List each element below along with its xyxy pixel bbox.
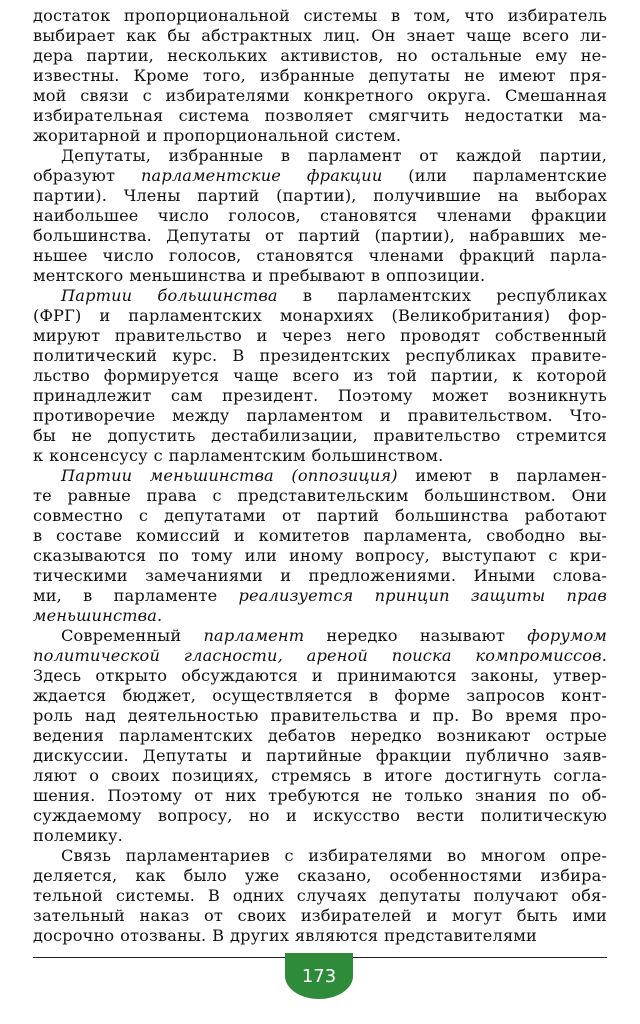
text-line <box>33 646 607 666</box>
text-run: тельной системы. В одних случаях депутаты получают обя- <box>33 886 607 905</box>
text-run: тическими замечаниями и предложениями. Иными слова- <box>33 566 607 585</box>
text-line <box>33 866 607 886</box>
text-line <box>33 546 607 566</box>
text-run: известны. Кроме того, избранные депутаты не имеют пря- <box>33 66 607 85</box>
text-run: противоречие между парламентом и правительством. Что- <box>33 406 607 425</box>
text-run: те равные права с представительским большинством. Они <box>33 486 607 505</box>
text-run: достаток пропорциональной системы в том, что избиратель <box>33 6 607 25</box>
text-line <box>33 106 607 126</box>
text-run: роль над деятельностью правительства и пр. Во время про- <box>33 706 607 725</box>
italic-term: политической гласности, ареной поиска компромиссов. <box>33 646 607 665</box>
text-line <box>33 286 607 306</box>
text-run: принадлежит сам президент. Поэтому может возникнуть <box>33 386 607 405</box>
text-line <box>33 506 607 526</box>
text-line <box>33 786 607 806</box>
page-number: 173 <box>301 965 337 987</box>
text-line <box>33 566 607 586</box>
text-line <box>33 746 607 766</box>
text-run: ньшее число голосов, становятся членами фракций парла- <box>33 246 607 265</box>
text-run: полемику. <box>33 826 123 845</box>
italic-term: реализуется принцип защиты прав <box>238 586 608 605</box>
text-run: мируют правительство и через него проводят собственный <box>33 326 607 345</box>
text-line <box>33 926 607 946</box>
text-line <box>33 226 607 246</box>
text-line <box>33 406 607 426</box>
text-line <box>33 166 607 186</box>
text-run: Здесь открыто обсуждаются и принимаются законы, утвер- <box>33 666 607 685</box>
text-run: образуют <box>33 166 141 185</box>
text-line <box>33 246 607 266</box>
text-run: большинства. Депутаты от партий (партии), набравших ме- <box>33 226 607 245</box>
text-line <box>33 86 607 106</box>
text-run: досрочно отозваны. В других являются представителями <box>33 926 537 945</box>
text-run: партии). Члены партий (партии), получившие на выборах <box>33 186 607 205</box>
text-run: избирательная система позволяет смягчить недостатки ма- <box>33 106 607 125</box>
text-line <box>33 6 607 26</box>
text-line <box>33 326 607 346</box>
text-run: (или парламентские <box>382 166 607 185</box>
text-line <box>33 306 607 326</box>
text-line <box>33 46 607 66</box>
text-run: ми, в парламенте <box>33 586 239 605</box>
text-run: жоритарной и пропорциональной систем. <box>33 126 402 145</box>
text-run: ведения парламентских дебатов нередко возникают острые <box>33 726 607 745</box>
text-line <box>33 606 607 626</box>
text-line <box>33 146 607 166</box>
page-number-badge <box>285 953 353 999</box>
text-line <box>33 686 607 706</box>
text-line <box>33 206 607 226</box>
text-line <box>33 366 607 386</box>
text-line <box>33 826 607 846</box>
text-run: имеют в парламен- <box>397 466 607 485</box>
text-run: зательный наказ от своих избирателей и могут быть ими <box>33 906 607 925</box>
text-run: льство формируется чаще всего из той партии, к которой <box>33 366 607 385</box>
text-line <box>33 906 607 926</box>
text-line <box>33 846 607 866</box>
text-run: совместно с депутатами от партий большинства работают <box>33 506 607 525</box>
text-run: наибольшее число голосов, становятся членами фракции <box>33 206 607 225</box>
text-line <box>33 626 607 646</box>
text-line <box>33 486 607 506</box>
text-run: деляется, как было уже сказано, особенностями избира- <box>33 866 607 885</box>
text-line <box>33 726 607 746</box>
italic-term: Партии меньшинства (оппозиция) <box>61 466 398 485</box>
text-line <box>33 66 607 86</box>
text-run: ляют о своих позициях, стремясь в итоге достигнуть согла- <box>33 766 607 785</box>
text-run: ждается бюджет, осуществляется в форме запросов конт- <box>33 686 607 705</box>
text-run: в составе комиссий и комитетов парламента, свободно вы- <box>33 526 607 545</box>
italic-term: форумом <box>527 626 607 645</box>
text-run: нередко называют <box>304 626 528 645</box>
text-run: выбирает как бы абстрактных лиц. Он знает чаще всего ли- <box>33 26 607 45</box>
italic-term: парламентские фракции <box>140 166 383 185</box>
text-run: дера партии, нескольких активистов, но остальные ему не- <box>33 46 607 65</box>
italic-term: меньшинства. <box>33 606 163 625</box>
text-line <box>33 666 607 686</box>
text-line <box>33 186 607 206</box>
text-line <box>33 466 607 486</box>
text-run: шения. Поэтому от них требуются не только знания по об- <box>33 786 607 805</box>
text-line <box>33 386 607 406</box>
text-run: ментского меньшинства и пребывают в оппозиции. <box>33 266 486 285</box>
italic-term: Партии большинства <box>61 286 278 305</box>
text-run: (ФРГ) и парламентских монархиях (Великобритания) фор- <box>33 306 607 325</box>
text-run: мой связи с избирателями конкретного округа. Смешанная <box>33 86 607 105</box>
text-run: сказываются по тому или иному вопросу, выступают с кри- <box>33 546 607 565</box>
text-run: дискуссии. Депутаты и партийные фракции публично заяв- <box>33 746 607 765</box>
page-body-text <box>33 6 607 946</box>
text-run: политический курс. В президентских республиках правите- <box>33 346 607 365</box>
text-run: в парламентских республиках <box>277 286 607 305</box>
text-line <box>33 126 607 146</box>
text-line <box>33 26 607 46</box>
text-run: бы не допустить дестабилизации, правительство стремится <box>33 426 607 445</box>
text-run: Депутаты, избранные в парламент от каждой партии, <box>61 146 607 165</box>
text-run: суждаемому вопросу, но и искусство вести политическую <box>33 806 607 825</box>
text-line <box>33 266 607 286</box>
text-line <box>33 766 607 786</box>
text-line <box>33 706 607 726</box>
text-line <box>33 806 607 826</box>
text-line <box>33 526 607 546</box>
text-line <box>33 586 607 606</box>
italic-term: парламент <box>203 626 305 645</box>
text-run: к консенсусу с парламентским большинством. <box>33 446 444 465</box>
text-line <box>33 886 607 906</box>
text-line <box>33 426 607 446</box>
text-line <box>33 446 607 466</box>
text-run: Современный <box>61 626 204 645</box>
text-run: Связь парламентариев с избирателями во многом опре- <box>61 846 607 865</box>
text-line <box>33 346 607 366</box>
